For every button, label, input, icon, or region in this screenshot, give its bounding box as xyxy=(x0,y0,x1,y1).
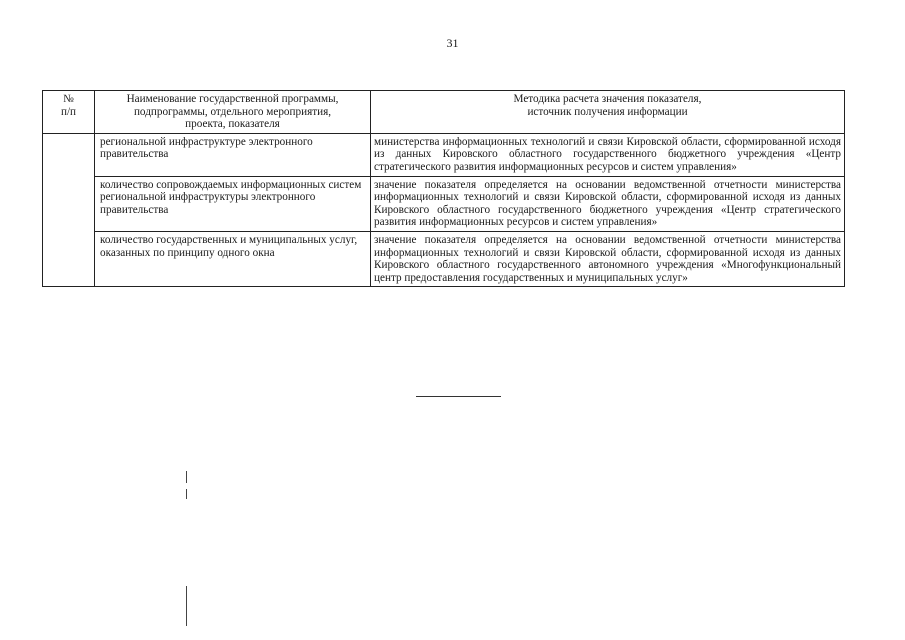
header-number xyxy=(43,91,95,134)
row-number-cell xyxy=(43,231,95,286)
method-cell: значение показателя определяется на основании ведомственной отчетности министерства информационных технологий и связи Кировской области, сформированной исходя из данных Кировского областного государственного бюджетного учреждения «Центр стратегического развития информационных ресурсов и систем управления» xyxy=(371,176,845,231)
header-method xyxy=(371,91,845,134)
header-number-line: № xyxy=(63,93,74,105)
header-name-line: Наименование государственной программы, xyxy=(126,93,339,105)
method-cell: значение показателя определяется на основании ведомственной отчетности министерства информационных технологий и связи Кировской области, сформированной исходя из данных Кировского областного государственного автономного учреждения «Многофункциональный центр предоставления государственных и муниципальных услуг» xyxy=(371,231,845,286)
indicator-name-cell: количество сопровождаемых информационных систем региональной инфраструктуры электронного правительства xyxy=(95,176,371,231)
indicator-method-table xyxy=(42,90,845,287)
indicator-name-cell: количество государственных и муниципальных услуг, оказанных по принципу одного окна xyxy=(95,231,371,286)
header-method-line: Методика расчета значения показателя, xyxy=(513,93,702,105)
header-name xyxy=(95,91,371,134)
table-header-row xyxy=(43,91,845,134)
table-row xyxy=(43,176,845,231)
scan-artifact-mark xyxy=(186,586,187,626)
end-of-document-separator xyxy=(416,396,501,397)
table-row xyxy=(43,231,845,286)
header-method-line: источник получения информации xyxy=(527,105,688,118)
method-cell: министерства информационных технологий и связи Кировской области, сформированной исходя из данных Кировского областного государственного бюджетного учреждения «Центр стратегического развития информационных ресурсов и систем управления» xyxy=(371,133,845,176)
row-number-cell xyxy=(43,133,95,176)
indicator-name-cell: региональной инфраструктуре электронного правительства xyxy=(95,133,371,176)
page-number: 31 xyxy=(446,36,459,50)
table-row xyxy=(43,133,845,176)
header-name-line: подпрограммы, отдельного мероприятия, xyxy=(133,105,332,118)
row-number-cell xyxy=(43,176,95,231)
scan-artifact-mark xyxy=(186,489,187,499)
scan-artifact-mark xyxy=(186,471,187,483)
header-name-line: проекта, показателя xyxy=(185,118,280,131)
header-number-line: п/п xyxy=(60,105,77,118)
